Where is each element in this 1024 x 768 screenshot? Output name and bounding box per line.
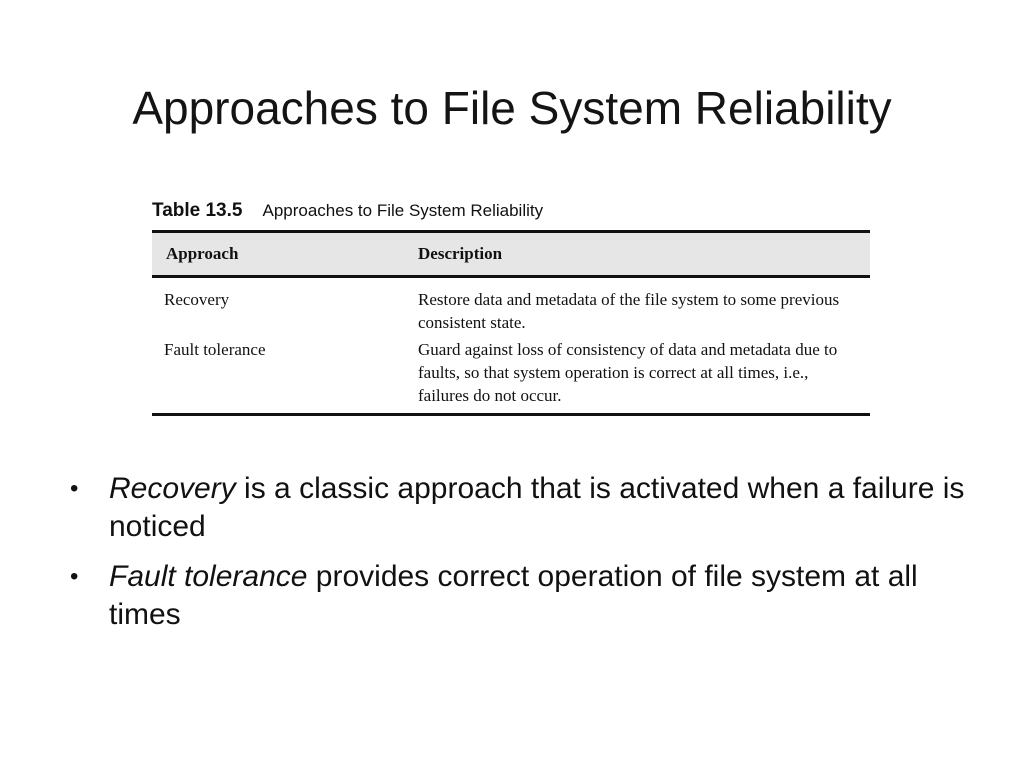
bullet-marker: •	[70, 475, 79, 502]
bullet-term: Fault tolerance	[109, 560, 308, 593]
bullet-marker: •	[70, 563, 79, 590]
table-caption-title: Approaches to File System Reliability	[262, 201, 544, 220]
table-header-row	[152, 232, 870, 277]
bullet-text: is a classic approach that is activated when a failure is noticed	[109, 472, 965, 543]
table-header	[152, 232, 870, 277]
table-cell-approach: Recovery	[164, 290, 230, 309]
column-header-description: Description	[412, 232, 870, 277]
table-block	[152, 197, 870, 416]
table-caption	[152, 197, 870, 224]
slide-title: Approaches to File System Reliability	[132, 82, 892, 134]
table-row	[152, 277, 870, 337]
bullet-list	[70, 470, 970, 646]
table-caption-number: Table 13.5	[152, 200, 243, 221]
table-cell-description: Restore data and metadata of the file system to some previous consistent state.	[418, 290, 840, 332]
bullet-item	[70, 470, 970, 546]
column-header-approach: Approach	[152, 232, 412, 277]
table-cell-approach: Fault tolerance	[152, 336, 412, 415]
table-row	[152, 336, 870, 415]
reliability-table	[152, 230, 870, 416]
bullet-item	[70, 558, 970, 634]
bullet-text: provides correct operation of file system at all times	[109, 560, 918, 631]
bullet-term: Recovery	[109, 472, 236, 505]
table-body	[152, 277, 870, 415]
table-cell-description: Guard against loss of consistency of data and metadata due to faults, so that system operation is correct at all times, i.e., failures do not occur.	[412, 336, 870, 415]
